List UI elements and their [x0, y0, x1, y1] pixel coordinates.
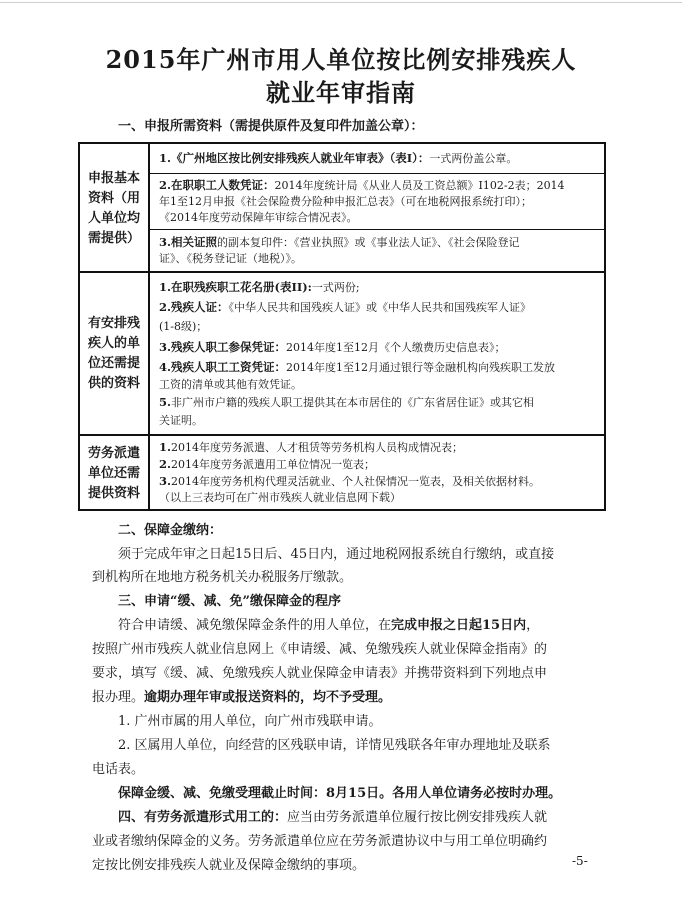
row2-item3-line1: 3.残疾人职工参保凭证：2014年度1至12月《个人缴费历史信息表》； — [159, 340, 506, 354]
row1-item2-line2: 年1至12月申报《社会保险费分险种申报汇总表》（可在地税网报系统打印）； — [159, 195, 532, 208]
section4-line3: 定按比例安排残疾人就业及保障金缴纳的事项。 — [92, 858, 366, 873]
row1-item2-line1: 2.在职职工人数凭证：2014年度统计局《从业人员及工资总额》I102-2表；2014 — [159, 178, 565, 192]
section3-item1: 1. 广州市属的用人单位，向广州市残联申请。 — [118, 714, 382, 729]
section2-heading: 二、保障金缴纳： — [118, 523, 223, 538]
section3-heading: 三、申请“缓、减、免”缴保障金的程序 — [118, 594, 341, 609]
row1-label: 申报基本 资料（用 人单位均 需提供） — [87, 171, 140, 246]
row3-label: 劳务派遣 单位还需 提供资料 — [87, 446, 140, 501]
section4-line2: 业或者缴纳保障金的义务。劳务派遣单位应在劳务派遣协议中与用工单位明确约 — [92, 834, 548, 849]
row3-item1-line1: 1.2014年度劳务派遣、人才租赁等劳务机构人员构成情况表； — [159, 440, 464, 454]
row2-item2-line1: 2.残疾人证：《中华人民共和国残疾人证》或《中华人民共和国残疾军人证》 — [159, 300, 532, 314]
row2-label: 有安排残 疾人的单 位还需提 供的资料 — [87, 316, 140, 391]
row3-item3-line1: 3.2014年度劳务机构代理灵活就业、个人社保情况一览表，及相关依据材料。 — [159, 474, 541, 488]
section1-heading: 一、申报所需资料（需提供原件及复印件加盖公章）： — [118, 119, 424, 134]
table-divider-1 — [78, 271, 606, 273]
section3-para1-line1: 符合申请缓、减免缴保障金条件的用人单位，在完成申报之日起15日内， — [118, 618, 540, 633]
row1-item2-line3: 《2014年度劳动保障年审综合情况表》。 — [159, 211, 358, 224]
table-inner-line — [148, 229, 606, 230]
row2-item1-line1: 1.在职残疾职工花名册(表II):一式两份; — [159, 280, 360, 294]
materials-table — [78, 142, 606, 511]
table-border-top — [78, 142, 606, 144]
page-number: -5- — [572, 854, 588, 868]
row2-item4-line2: 工资的清单或其他有效凭证。 — [159, 378, 302, 391]
section3-item2-line2: 电话表。 — [92, 762, 145, 777]
section3-item2-line1: 2. 区属用人单位，向经营的区残联申请，详情见残联各年审办理地址及联系 — [118, 738, 551, 753]
section3-para1-line2: 按照广州市残疾人就业信息网上《申请缓、减、免缴残疾人就业保障金指南》的 — [92, 642, 548, 657]
table-divider-2 — [78, 434, 606, 436]
section3-deadline: 保障金缓、减、免缴受理截止时间：8月15日。各用人单位请务必按时办理。 — [118, 786, 562, 801]
row2-item5-line1: 5.非广州市户籍的残疾人职工提供其在本市居住的《广东省居住证》或其它相 — [159, 395, 535, 409]
row3-item2-line1: 2.2014年度劳务派遣用工单位情况一览表； — [159, 457, 376, 471]
table-border-bottom — [78, 509, 606, 511]
section3-para1-line4: 报办理。逾期办理年审或报送资料的，均不予受理。 — [92, 690, 392, 705]
row2-item5-line2: 关证明。 — [159, 414, 203, 427]
section3-para1-line3: 要求，填写《缓、减、免缴残疾人就业保障金申请表》并携带资料到下列地点申 — [92, 666, 548, 681]
top-border — [0, 2, 682, 3]
title-line-2: 就业年审指南 — [266, 78, 416, 107]
table-border-right — [604, 142, 606, 511]
row2-item2-line2: (1-8级)； — [159, 320, 208, 333]
row1-item3-line1: 3.相关证照的副本复印件：《营业执照》或《事业法人证》、《社会保险登记 — [159, 235, 520, 249]
section2-para-line1: 须于完成年审之日起15日后、45日内，通过地税网报系统自行缴纳，或直接 — [118, 547, 555, 562]
row1-item1-line1: 1.《广州地区按比例安排残疾人就业年审表》（表I）：一式两份盖公章。 — [159, 151, 518, 165]
section2-para-line2: 到机构所在地地方税务机关办税服务厅缴款。 — [92, 570, 353, 585]
row2-item4-line1: 4.残疾人职工工资凭证：2014年度1至12月通过银行等金融机构向残疾职工发放 — [159, 360, 556, 374]
table-inner-line — [148, 173, 606, 174]
row1-item3-line2: 证》、《税务登记证（地税）》。 — [159, 252, 302, 265]
table-column-divider — [148, 142, 150, 511]
section4-line1: 四、有劳务派遣形式用工的：应当由劳务派遣单位履行按比例安排残疾人就 — [118, 810, 548, 825]
title-line-1: 2015年广州市用人单位按比例安排残疾人 — [105, 45, 577, 74]
row3-item3-line2: （以上三表均可在广州市残疾人就业信息网下载） — [159, 491, 401, 504]
